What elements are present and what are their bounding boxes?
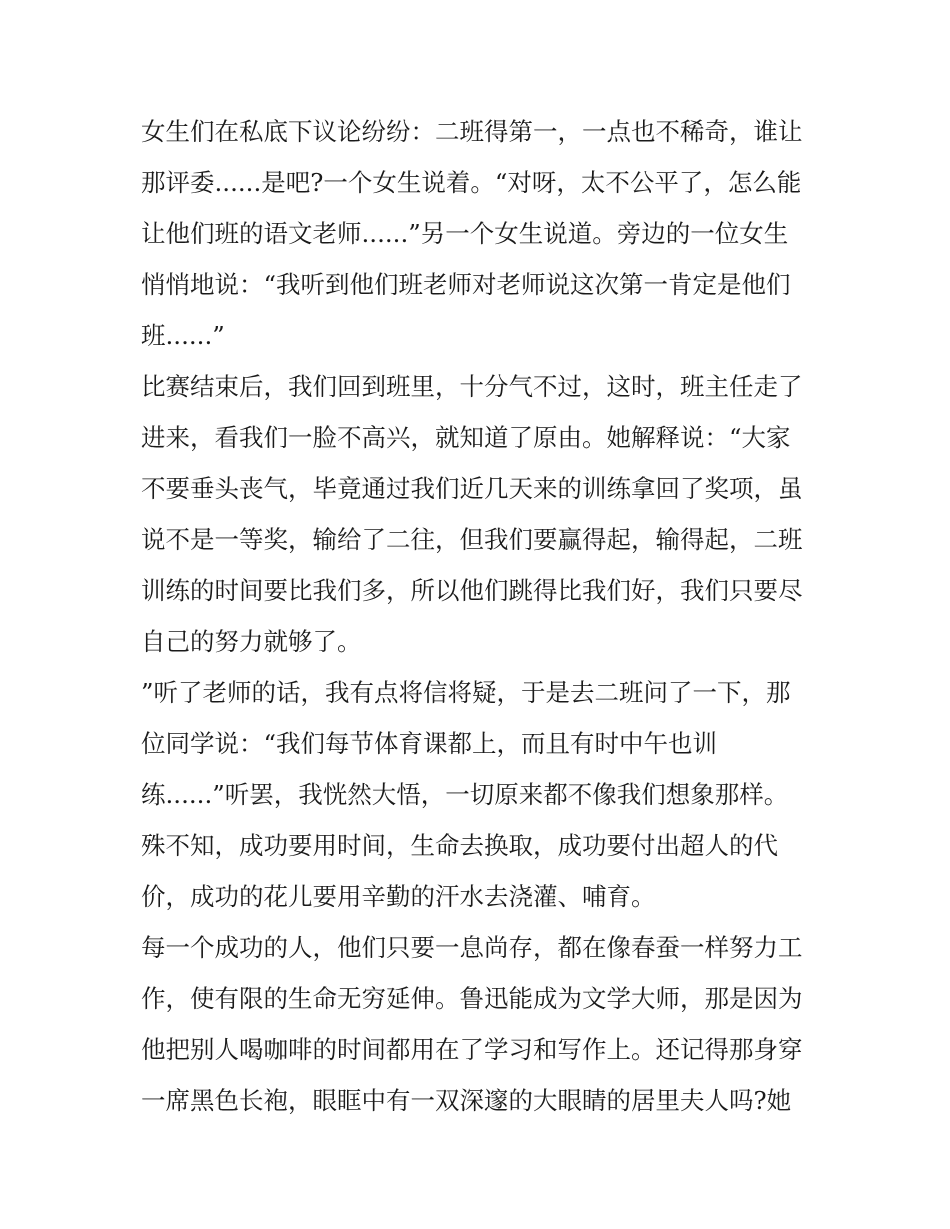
text-line: 价，成功的花儿要用辛勤的汗水去浇灌、哺育。	[141, 882, 656, 911]
text-line: 悄悄地说：“我听到他们班老师对老师说这次第一肯定是他们	[141, 270, 791, 299]
text-line: 位同学说：“我们每节体育课都上，而且有时中午也训	[141, 729, 718, 758]
text-line: 女生们在私底下议论纷纷：二班得第一，一点也不稀奇，谁让	[141, 117, 803, 146]
text-line: 他把别人喝咖啡的时间都用在了学习和写作上。还记得那身穿	[141, 1035, 803, 1064]
text-line: ”听了老师的话，我有点将信将疑，于是去二班问了一下，那	[141, 678, 791, 707]
text-line: 说不是一等奖，输给了二往，但我们要赢得起，输得起，二班	[141, 525, 803, 554]
text-line: 进来，看我们一脸不高兴，就知道了原由。她解释说：“大家	[141, 423, 791, 452]
text-line: 班......”	[141, 321, 225, 350]
text-line: 每一个成功的人，他们只要一息尚存，都在像春蚕一样努力工	[141, 933, 803, 962]
text-line: 自己的努力就够了。	[141, 627, 362, 656]
text-line: 让他们班的语文老师......”另一个女生说道。旁边的一位女生	[141, 219, 789, 248]
text-line: 作，使有限的生命无穷延伸。鲁迅能成为文学大师，那是因为	[141, 984, 803, 1013]
text-line: 不要垂头丧气，毕竟通过我们近几天来的训练拿回了奖项，虽	[141, 474, 803, 503]
text-line: 一席黑色长袍，眼眶中有一双深邃的大眼睛的居里夫人吗?她	[141, 1086, 792, 1115]
text-line: 殊不知，成功要用时间，生命去换取，成功要付出超人的代	[141, 831, 778, 860]
document-body	[141, 106, 821, 1126]
text-line: 那评委......是吧?一个女生说着。“对呀，太不公平了，怎么能	[141, 168, 802, 197]
text-line: 练......”听罢，我恍然大悟，一切原来都不像我们想象那样。	[141, 780, 789, 809]
text-line: 训练的时间要比我们多，所以他们跳得比我们好，我们只要尽	[141, 576, 803, 605]
text-line: 比赛结束后，我们回到班里，十分气不过，这时，班主任走了	[141, 372, 803, 401]
